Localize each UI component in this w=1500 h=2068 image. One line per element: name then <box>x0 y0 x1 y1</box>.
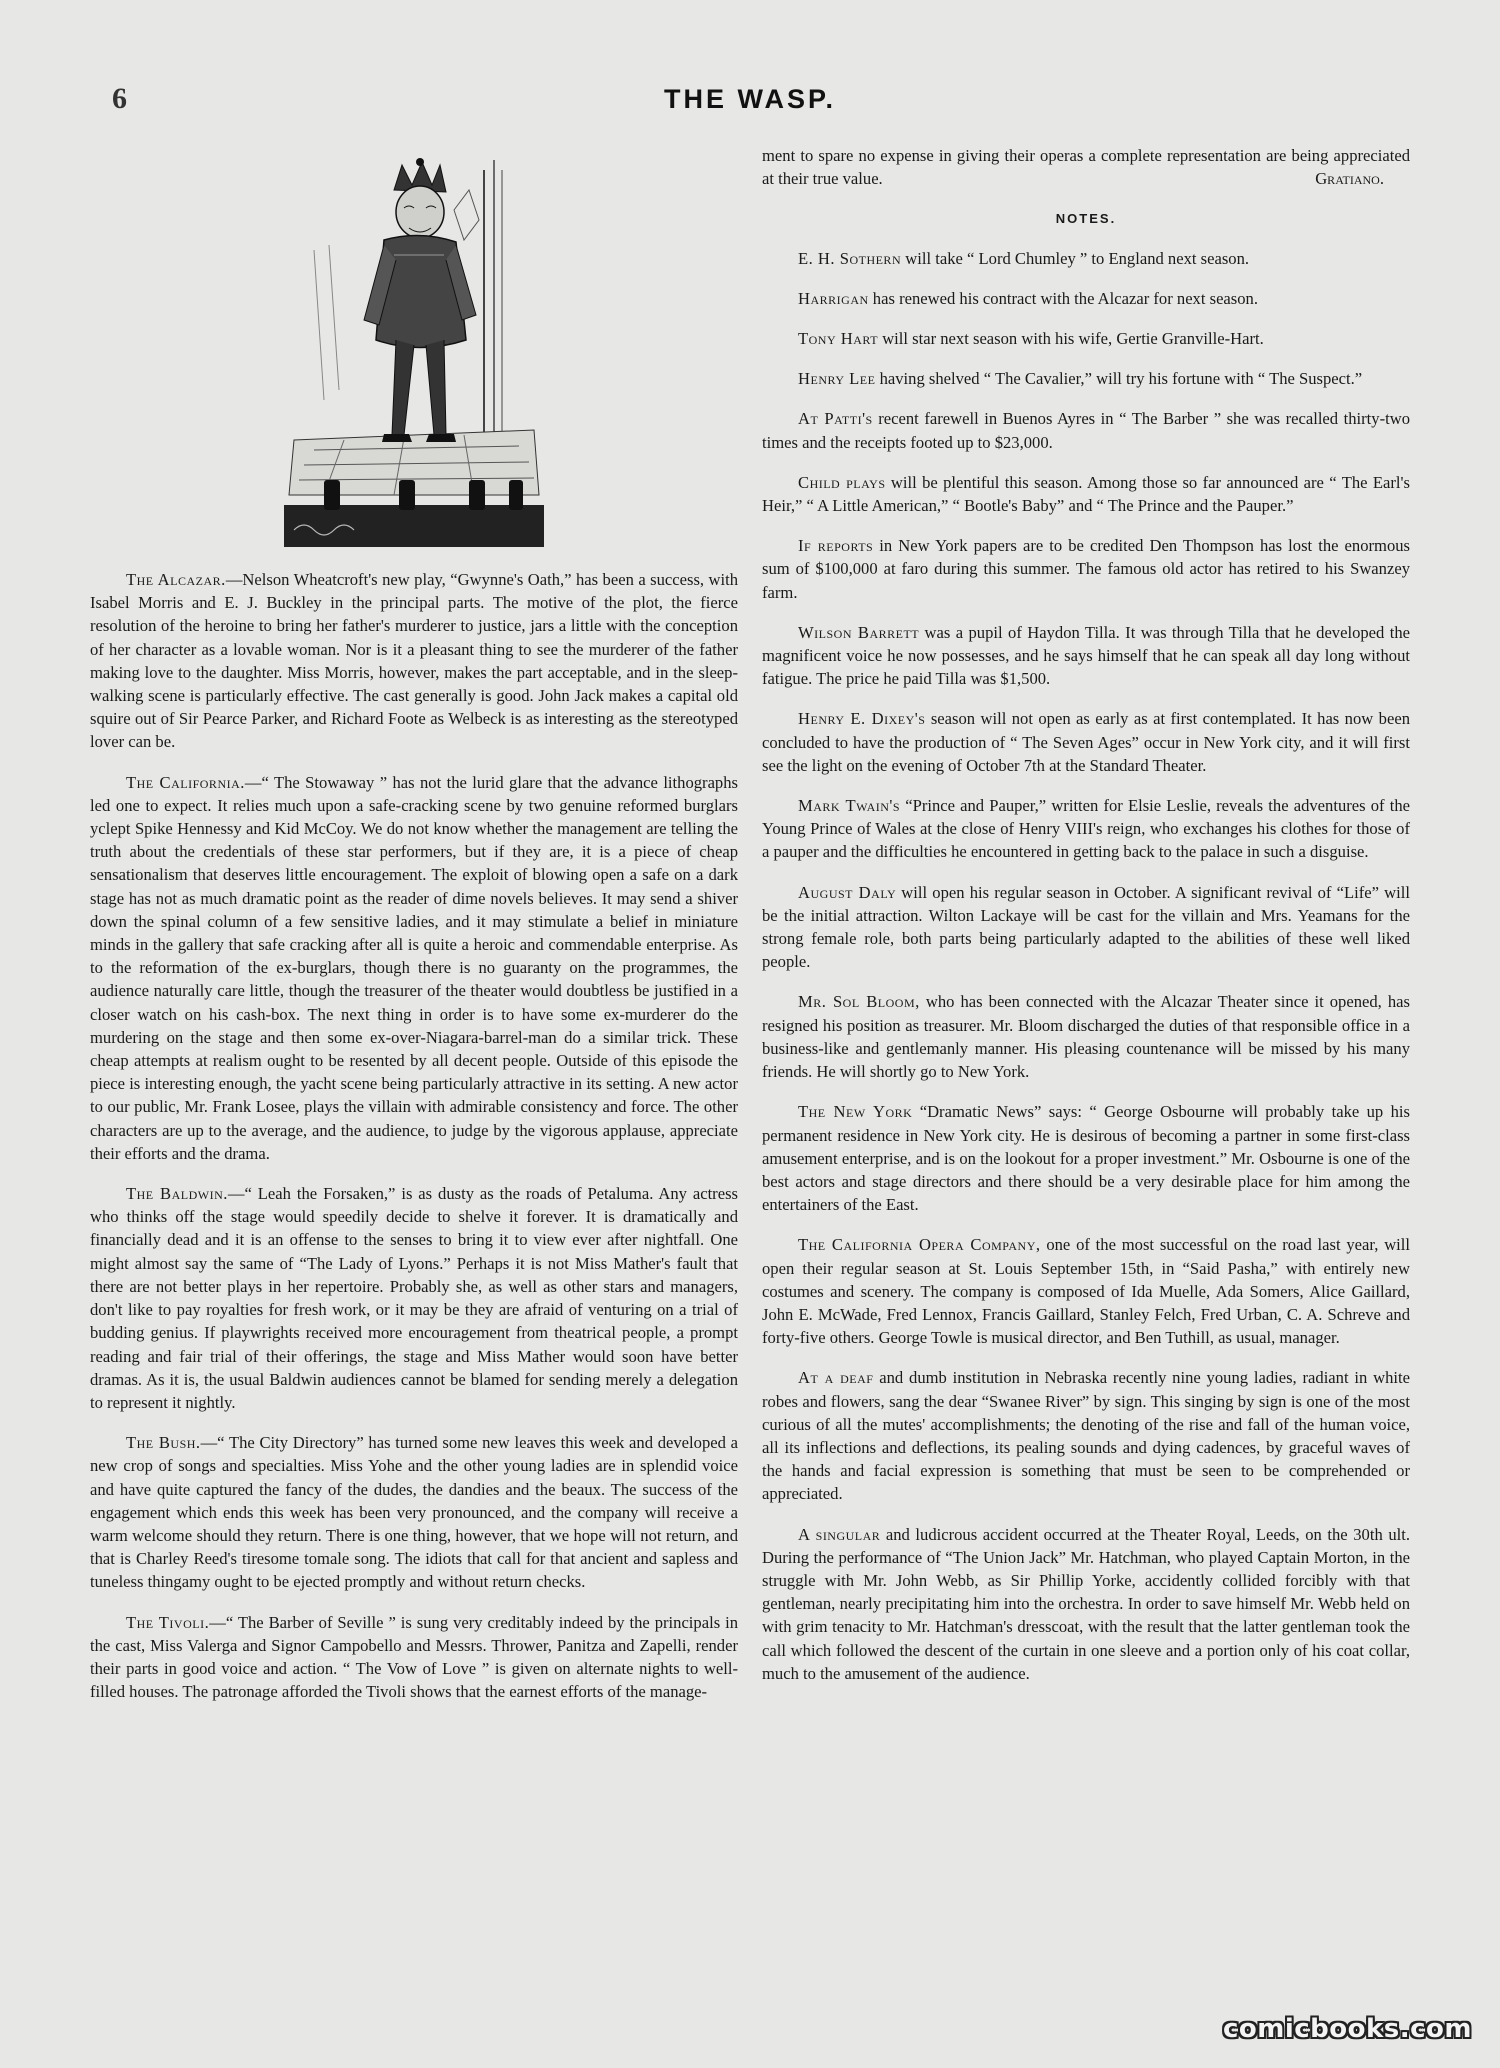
note-item <box>762 247 1410 270</box>
note-item <box>762 1523 1410 1685</box>
note-body: and dumb institution in Nebraska recently nine young ladies, radiant in white robes and flowers, sang the dear “Swanee River” by sign. This singing by sign is one of the most curious of all the mutes' accomplishments; the denoting of the rise and fall of the human voice, all its inflections and deflections, its pealing sounds and dying cadences, by graceful waves of the hands and facial expression is something that must be seen to be comprehended or appreciated. <box>762 1368 1410 1504</box>
article-california <box>90 771 738 1165</box>
lead-alcazar: The Alcazar. <box>126 570 226 589</box>
note-lead: At Patti's <box>798 409 873 429</box>
note-item <box>762 407 1410 453</box>
lead-california: The California. <box>126 772 245 792</box>
article-alcazar <box>90 568 738 754</box>
right-column <box>762 144 1410 1702</box>
note-lead: The California Opera Company, <box>798 1235 1041 1255</box>
note-item <box>762 1366 1410 1505</box>
author-signature: Gratiano. <box>1315 169 1384 189</box>
note-body: was a pupil of Haydon Tilla. It was through Tilla that he developed the magnificent voice he now possesses, and he says himself that he can speak all day long without fatigue. The price he paid Tilla was $1,500. <box>762 622 1411 689</box>
note-lead: Henry Lee <box>798 369 876 389</box>
note-body: has renewed his contract with the Alcazar for next season. <box>868 288 1259 308</box>
note-lead: Mark Twain's <box>798 796 901 816</box>
cartoon-illustration <box>284 150 544 550</box>
note-lead: E. H. Sothern <box>798 248 902 268</box>
note-item <box>762 707 1410 777</box>
notes-heading: NOTES. <box>1055 211 1117 227</box>
note-lead: August Daly <box>798 882 897 902</box>
note-item <box>762 1233 1410 1349</box>
note-item <box>762 367 1410 390</box>
note-body: one of the most successful on the road last year, will open their regular season at St. Louis September 15th, in “Said Pasha,” with entirely new costumes and scenery. The company is composed of Ida Muelle, Ada Somers, Alice Gaillard, John E. McWade, Fred Lennox, Francis Gaillard, Stanley Felch, Fred Urban, C. A. Schreve and forty-five others. George Towle is musical director, and Ben Tuthill, as usual, manager. <box>762 1235 1411 1348</box>
note-lead: If reports <box>798 536 874 556</box>
note-item <box>762 990 1410 1083</box>
note-lead: Wilson Barrett <box>798 622 920 642</box>
note-item <box>762 534 1410 604</box>
body-california: —“ The Stowaway ” has not the lurid glare that the advance lithographs led one to expect. It relies much upon a safe-cracking scene by two genuine reformed burglars yclept Spike Hennessy and Kid McCoy. We do not know whether the management are telling the truth about the credentials of these star performers, but if they are, it is a piece of cheap sensationalism that deserves little encouragement. The exploit of blowing open a safe on a dark stage has not as much dramatic point as the reader of dime novels believes. It may send a shiver down the spinal column of a few sensitive ladies, and it may stimulate a belief in miniature minds in the gallery that safe cracking after all is quite a heroic and commendable enterprise. As to the reformation of the ex-burglars, though there is no guaranty on the programmes, the audience naturally care little, though the treasurer of the theater would doubtless be justified in a closer watch on his cash-box. The next thing in order is to have some ex-murderer do the murdering on the stage and then some ex-over-Niagara-barrel-man do a similar trick. These cheap attempts at realism ought to be resented by all decent people. Outside of this episode the piece is interesting enough, the yacht scene being particularly attractive in its setting. A new actor to our public, Mr. Frank Losee, plays the villain with admirable consistency and force. The other characters are up to the average, and the audience, to judge by the vigorous applause, appreciate their efforts and the drama. <box>90 772 738 1163</box>
note-item <box>762 327 1410 350</box>
left-column <box>90 150 738 1720</box>
note-lead: Henry E. Dixey's <box>798 709 926 729</box>
tivoli-continuation <box>762 144 1410 190</box>
note-body: recent farewell in Buenos Ayres in “ The Barber ” she was recalled thirty-two times and the receipts footed up to $23,000. <box>762 409 1410 452</box>
note-body: will star next season with his wife, Gertie Granville-Hart. <box>878 329 1264 349</box>
note-lead: Tony Hart <box>798 329 879 349</box>
note-item <box>762 621 1410 691</box>
note-item <box>762 1100 1410 1216</box>
note-body: season will not open as early as at first contemplated. It has now been concluded to have the production of “ The Seven Ages” occur in New York city, and it will first see the light on the evening of October 7th at the Standard Theater. <box>762 709 1411 775</box>
body-alcazar: —Nelson Wheatcroft's new play, “Gwynne's Oath,” has been a success, with Isabel Morris and E. J. Buckley in the principal parts. The motive of the plot, the fierce resolution of the heroine to bring her father's murderer to justice, jars a little with the conception of her character as a lovable woman. Nor is it a pleasant thing to see the murderer of the father making love to the daughter. Miss Morris, however, makes the part acceptable, and in the sleep-walking scene is particularly effective. The cast generally is good. John Jack makes a capital old squire out of Sir Pearce Parker, and Richard Foote as Welbeck is as interesting as the stereotyped lover can be. <box>90 570 739 752</box>
note-item <box>762 471 1410 517</box>
note-item <box>762 794 1410 864</box>
note-body: will take “ Lord Chumley ” to England next season. <box>901 248 1250 268</box>
article-bush <box>90 1431 738 1593</box>
note-body: who has been connected with the Alcazar Theater since it opened, has resigned his position as treasurer. Mr. Bloom discharged the duties of that responsible office in a business-like and gentlemanly manner. His pleasing countenance will be missed by his many friends. He will shortly go to New York. <box>762 992 1410 1082</box>
lead-bush: The Bush. <box>126 1433 201 1453</box>
masthead-title: THE WASP. <box>663 84 837 114</box>
note-item <box>762 287 1410 310</box>
note-body: will be plentiful this season. Among those so far announced are “ The Earl's Heir,” “ A Little American,” “ Bootle's Baby” and “ The Prince and the Pauper.” <box>762 472 1410 516</box>
note-lead: The New York <box>798 1102 913 1122</box>
continuation-text: ment to spare no expense in giving their operas a complete representation are being appreciated at their true value. <box>762 146 1410 189</box>
body-bush: —“ The City Directory” has turned some new leaves this week and developed a new crop of songs and specialties. Miss Yohe and the other young ladies are in splendid voice and have quite captured the fancy of the dudes, the dandies and the beaux. The success of the engagement which ends this week has been very pronounced, and the company will receive a warm welcome should they return. There is one thing, however, that we hope will not return, and that is Charley Reed's tiresome tomale song. The idiots that call for that ancient and sapless and tuneless thingamy ought to be ejected promptly and without return checks. <box>90 1433 738 1592</box>
crowned-figure <box>364 158 476 442</box>
article-tivoli <box>90 1611 738 1704</box>
body-tivoli: —“ The Barber of Seville ” is sung very creditably indeed by the principals in the cast, Miss Valerga and Signor Campobello and Messrs. Thrower, Panitza and Zapelli, render their parts in good voice and action. “ The Vow of Love ” is given on alternate nights to well-filled houses. The patronage afforded the Tivoli shows that the earnest efforts of the manage- <box>90 1612 738 1702</box>
note-body: in New York papers are to be credited Den Thompson has lost the enormous sum of $100,000 at faro during this summer. The famous old actor has retired to his Swanzey farm. <box>762 536 1410 602</box>
lead-tivoli: The Tivoli. <box>126 1612 210 1632</box>
note-lead: At a deaf <box>798 1368 874 1388</box>
lead-baldwin: The Baldwin. <box>126 1184 228 1204</box>
body-baldwin: —“ Leah the Forsaken,” is as dusty as the roads of Petaluma. Any actress who thinks off the stage would speedily decide to shelve it forever. It is dramatically and financially dead and it is an offense to the senses to bring it to view ever after nightfall. One might almost say the same of “The Lady of Lyons.” Perhaps it is not Miss Mather's fault that there are not better plays in her repertoire. Probably she, as well as other stars and managers, don't like to pay royalties for fresh work, or it may be they are afraid of venturing on a trial of budding genius. If playwrights received more encouragement from theatrical people, a prompt reading and fair trial of their offerings, the stage and Miss Mather would soon have better dramas. As it is, the usual Baldwin audiences cannot be blamed for sending merely a delegation to represent it nightly. <box>90 1184 738 1412</box>
note-lead: Child plays <box>798 472 886 492</box>
site-watermark: comicbooks.com <box>1222 2014 1472 2044</box>
note-lead: A singular <box>798 1524 881 1544</box>
note-body: having shelved “ The Cavalier,” will try his fortune with “ The Suspect.” <box>875 369 1363 389</box>
note-lead: Mr. Sol Bloom, <box>798 992 920 1012</box>
page-number: 6 <box>112 82 127 115</box>
note-item <box>762 881 1410 974</box>
note-body: and ludicrous accident occurred at the Theater Royal, Leeds, on the 30th ult. During the performance of “The Union Jack” Mr. Hatchman, who played Captain Morton, in the struggle with Mr. John Webb, as Sir Phillip Yorke, accidently collided forcibly with that gentleman, nearly precipitating him into the orchestra. In order to save himself Mr. Webb held on with grim tenacity to Mr. Hatchman's dresscoat, with the result that the latter gentleman took the call which followed the descent of the curtain in one sleeve and a portion only of his coat collar, much to the amusement of the audience. <box>762 1524 1410 1683</box>
note-body: will open his regular season in October. A significant revival of “Life” will be the initial attraction. Wilton Lackaye will be cast for the villain and Mrs. Yeamans for the strong female role, both parts being particularly adapted to the abilities of these well liked people. <box>762 882 1410 972</box>
article-baldwin <box>90 1182 738 1414</box>
note-lead: Harrigan <box>798 288 869 308</box>
note-body: “Dramatic News” says: “ George Osbourne will probably take up his permanent residence in New York city. He is desirous of becoming a partner in some first-class amusement enterprise, and is on the lookout for a proper investment.” Mr. Osbourne is one of the best actors and stage directors and there should be a very desirable place for him among the entertainers of the East. <box>762 1102 1410 1215</box>
note-body: “Prince and Pauper,” written for Elsie Leslie, reveals the adventures of the Young Prince of Wales at the close of Henry VIII's reign, who exchanges his clothes for those of a pauper and the difficulties he encountered in getting back to the palace in such a disguise. <box>762 796 1410 862</box>
